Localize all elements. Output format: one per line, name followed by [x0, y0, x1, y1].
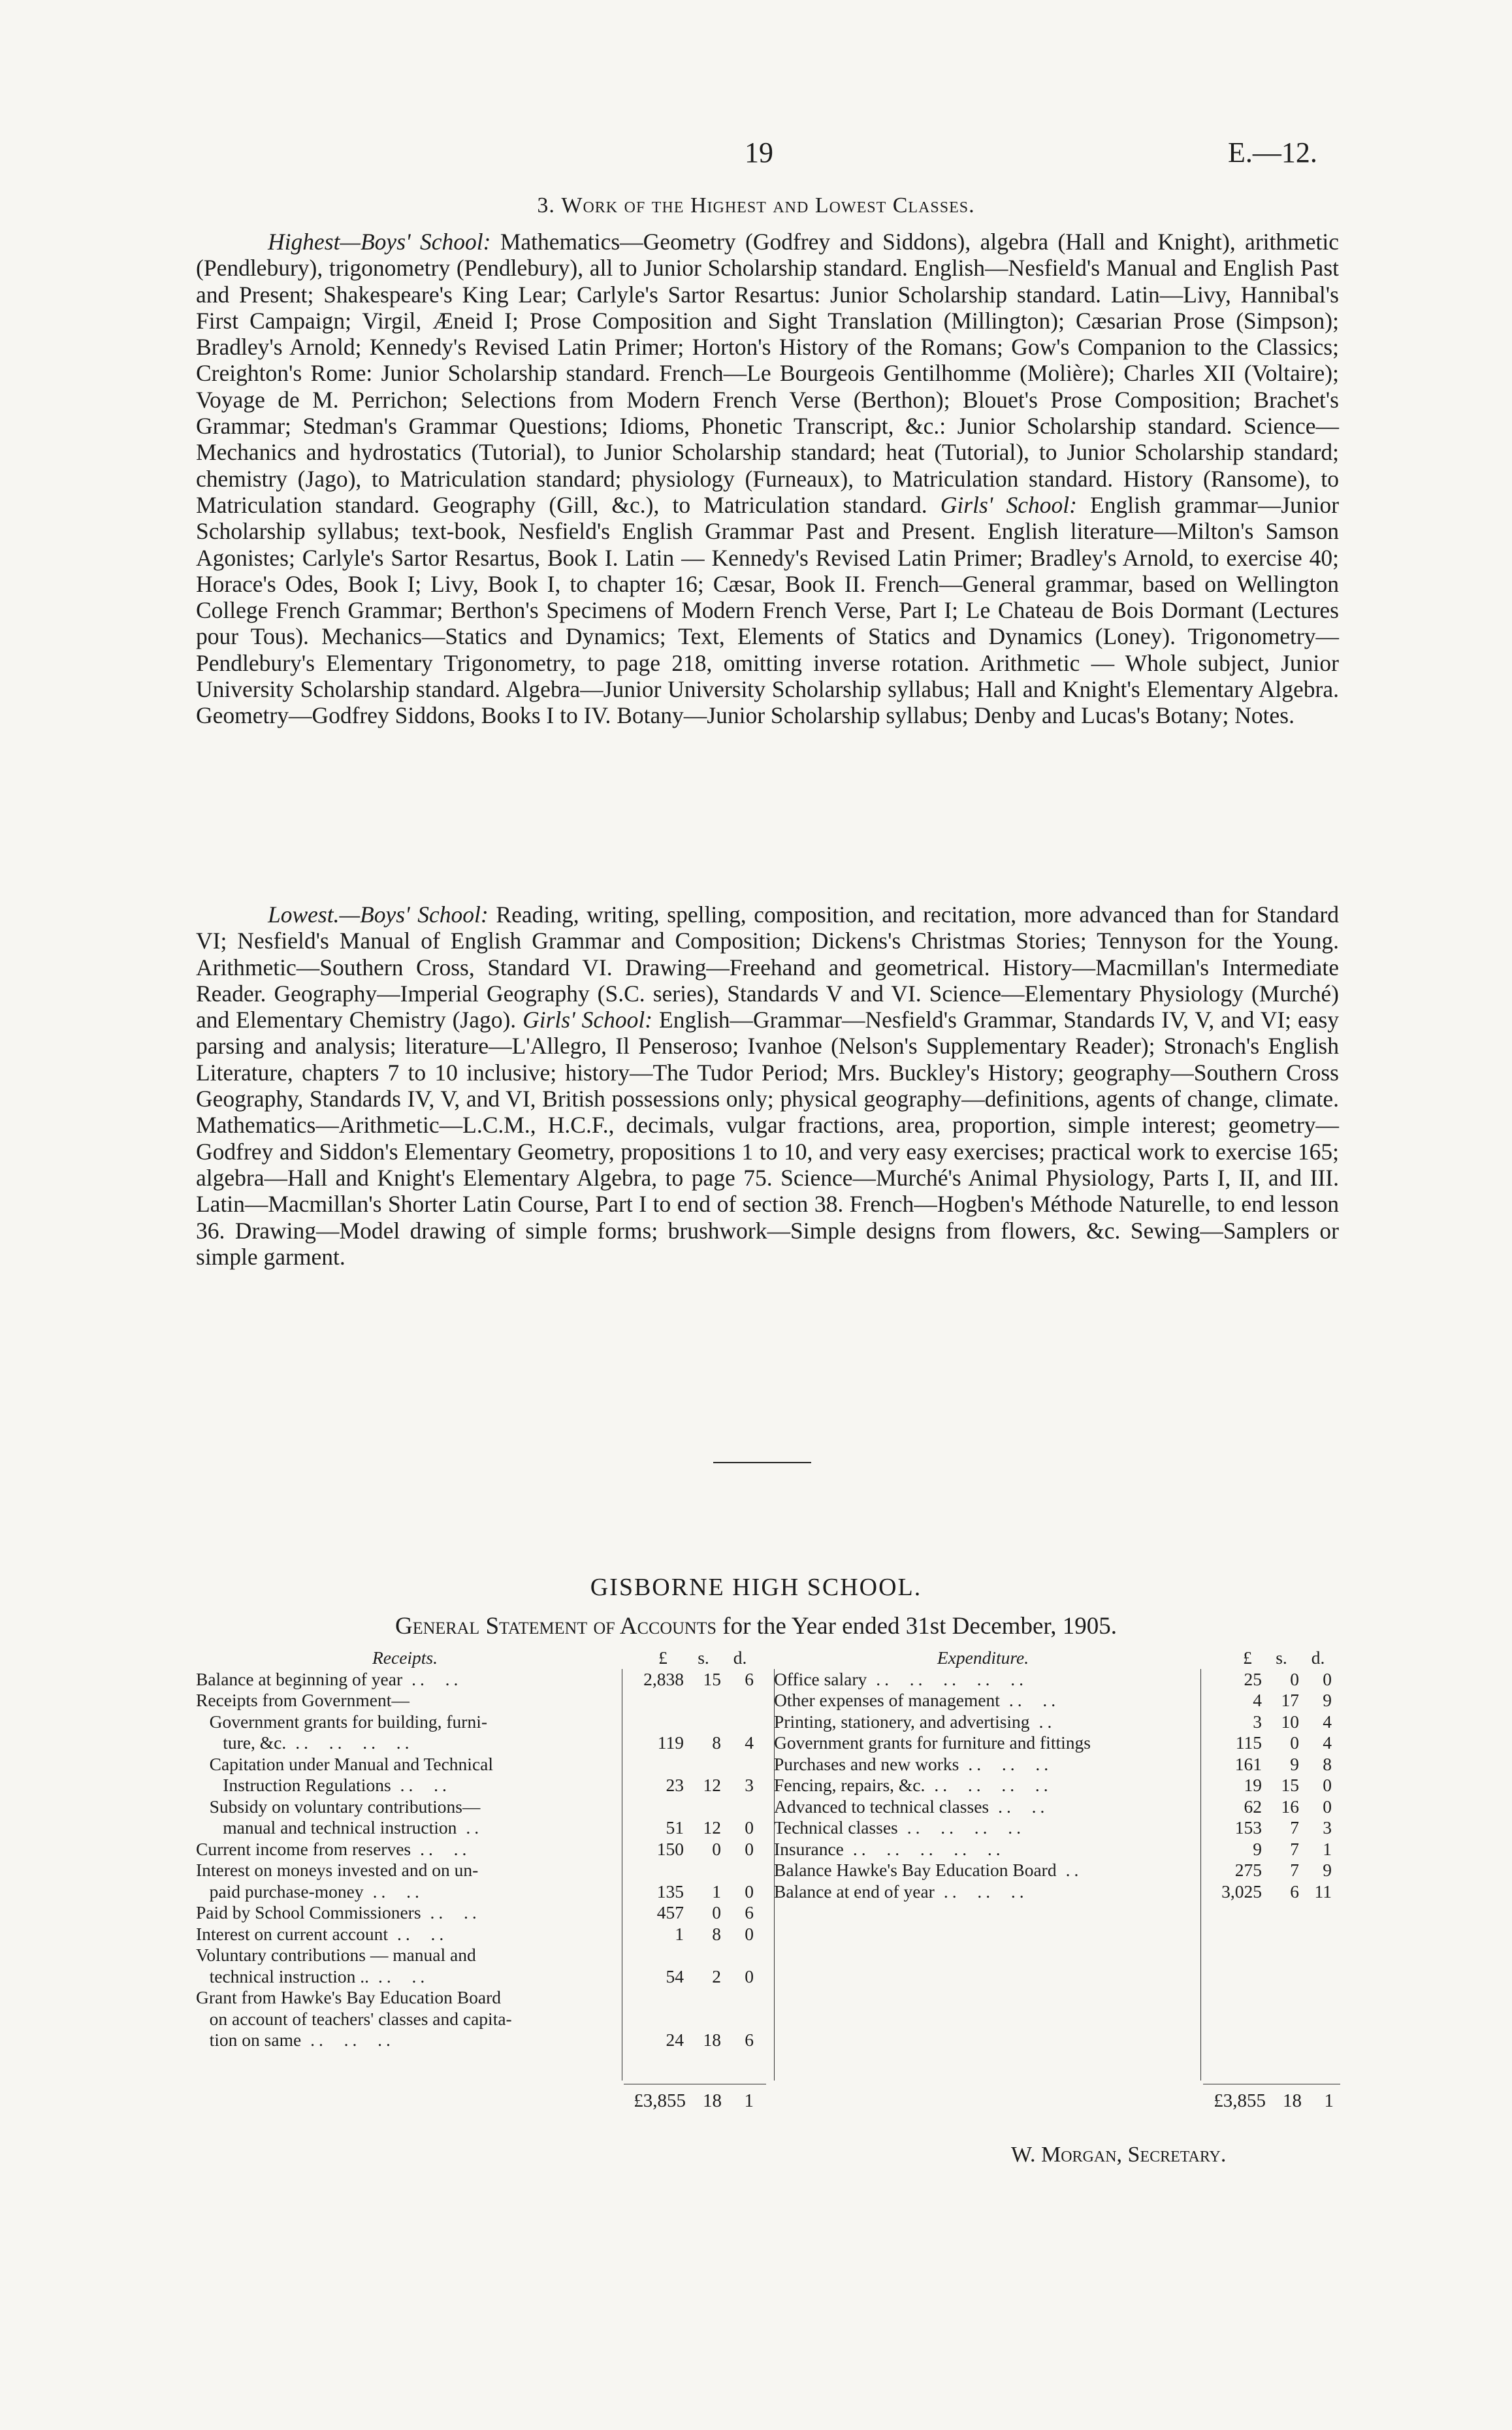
row-pence: 3 — [1323, 1817, 1332, 1838]
row-label — [774, 1860, 1082, 1881]
row-leader-dots: .. .. — [372, 1881, 423, 1902]
row-leader-dots: .. .. .. .. — [295, 1732, 413, 1753]
row-shillings: 10 — [1281, 1711, 1299, 1732]
row-label-text: Balance at beginning of year — [196, 1668, 403, 1689]
row-label-text: ture, &c. — [196, 1732, 287, 1753]
row-pounds: 24 — [666, 2030, 684, 2050]
row-label — [774, 1796, 1048, 1818]
row-label-text: Grant from Hawke's Bay Education Board — [196, 1987, 501, 2007]
receipt-row — [196, 1796, 764, 1818]
lowest-boys-text: Reading, writing, spelling, composition, and recitation, more advanced than for Standard VI; Nesfield's Manual of English Grammar and Composition; Dickens's Christmas Stories; Tennyson for the Young. Arithmetic—Southern Cross, Standard VI. Drawing—Freehand and geometrical. History—Macmillan's Intermediate Reader. Geography—Imperial Geography (S.C. series), Standards V and VI. Science—Elementary Physiology (Murché) and Elementary Chemistry (Jago). — [196, 901, 1339, 1033]
row-leader-dots: .. .. — [400, 1775, 451, 1795]
receipt-row — [196, 1669, 764, 1691]
row-shillings: 0 — [712, 1902, 721, 1922]
row-leader-dots: .. .. — [430, 1902, 481, 1922]
row-leader-dots: .. .. — [396, 1923, 448, 1944]
row-pounds: 161 — [1234, 1753, 1262, 1774]
section-heading — [0, 193, 1512, 218]
row-label-text: Government grants for building, furni- — [196, 1711, 488, 1732]
expenditure-rows — [774, 1669, 1336, 1903]
row-label-text: Fencing, repairs, &c. — [774, 1775, 925, 1795]
highest-boys-lead: Highest—Boys' School: — [268, 229, 491, 255]
row-shillings: 12 — [703, 1817, 721, 1838]
row-label — [774, 1839, 1005, 1860]
receipt-row — [196, 1924, 764, 1945]
highest-girls-text: English grammar—Junior Scholarship syllabus; text-book, Nesfield's English Grammar Past and Present. English literature—Milton's Samson Agonistes; Carlyle's Sartor Resartus, Book I. Latin — Kennedy's Revised Latin Primer; Bradley's Arnold, to exercise 40; Horace's Odes, Book I; Livy, Book I, to chapter 16; Cæsar, Book II. French—General grammar, based on Wellington College French Grammar; Berthon's Specimens of Modern French Verse, Part I; Le Chateau de Bois Dormant (Lectures pour Tous). Mechanics—Statics and Dynamics; Text, Elements of Statics and Dynamics (Loney). Trigonometry—Pendlebury's Elementary Trigonometry, to page 218, omitting inverse rotation. Arithmetic — Whole subject, Junior University Scholarship standard. Algebra—Junior University Scholarship syllabus; Hall and Knight's Elementary Algebra. Geometry—Godfrey Siddons, Books I to IV. Botany—Junior Scholarship syllabus; Denby and Lucas's Botany; Notes. — [196, 491, 1340, 729]
row-pence: 0 — [1323, 1796, 1332, 1817]
row-shillings: 9 — [1290, 1753, 1299, 1774]
row-leader-dots: .. .. — [420, 1838, 471, 1859]
expenditure-total-shillings: 18 — [1283, 2090, 1302, 2111]
row-label-text: manual and technical instruction — [196, 1817, 457, 1838]
row-pounds: 275 — [1234, 1860, 1262, 1880]
highest-classes-paragraph — [196, 229, 1339, 729]
row-shillings: 0 — [1290, 1668, 1299, 1689]
receipt-row — [196, 1987, 764, 2009]
receipt-row — [196, 1817, 764, 1839]
row-label-text: Interest on moneys invested and on un- — [196, 1860, 479, 1880]
row-leader-dots: .. .. .. .. .. — [852, 1838, 1005, 1859]
row-label — [196, 1754, 502, 1775]
row-shillings: 0 — [712, 1838, 721, 1859]
receipts-rows — [196, 1669, 764, 2051]
row-label — [196, 1987, 510, 2009]
row-pounds: 4 — [1253, 1690, 1262, 1710]
receipt-row — [196, 1902, 764, 1924]
expenditure-table — [774, 1647, 1336, 1902]
row-leader-dots: .. — [466, 1817, 483, 1838]
row-label-text: Office salary — [774, 1668, 867, 1689]
section-title: Work of the Highest and Lowest Classes. — [561, 193, 975, 218]
receipt-row — [196, 1754, 764, 1775]
receipts-table — [196, 1647, 764, 2051]
expenditure-amount-rule — [1200, 1669, 1201, 2081]
row-shillings: 15 — [1281, 1775, 1299, 1795]
lowest-girls-text: English—Grammar—Nesfield's Grammar, Standards IV, V, and VI; easy parsing and analysis; literature—L'Allegro, Il Penseroso; Ivanhoe (Nelson's Supplementary Reader); Stronach's English Literature, chapters 7 to 10 inclusive; history—The Tudor Period; Mrs. Buckley's History; geography—Southern Cross Geography, Standards IV, V, and VI, British possessions only; physical geography—definitions, agents of change, climate. Mathematics—Arithmetic—L.C.M., H.C.F., decimals, vulgar fractions, area, proportion, simple interest; geometry—Godfrey and Siddon's Elementary Geometry, propositions 1 to 10, and very easy exercises; practical work to exercise 165; algebra—Hall and Knight's Elementary Algebra, to page 75. Science—Murché's Animal Physiology, Parts I, II, and III. Latin—Macmillan's Shorter Latin Course, Part I to end of section 38. French—Hogben's Méthode Naturelle, to end lesson 36. Drawing—Model drawing of simple forms; brushwork—Simple designs from flowers, &c. Sewing—Samplers or simple garment. — [196, 1007, 1340, 1270]
row-pounds: 3 — [1253, 1711, 1262, 1732]
row-label — [196, 1924, 447, 1945]
row-label-text: Subsidy on voluntary contributions— — [196, 1796, 481, 1817]
expenditure-row — [774, 1796, 1336, 1818]
school-title: GISBORNE HIGH SCHOOL. — [590, 1574, 922, 1601]
receipts-header: Receipts. — [372, 1647, 438, 1668]
row-label — [196, 1945, 485, 1966]
row-pounds: 119 — [657, 1732, 684, 1753]
row-label — [774, 1711, 1055, 1733]
row-label-text: technical instruction .. — [196, 1966, 369, 1986]
row-pence: 9 — [1323, 1860, 1332, 1880]
row-shillings: 0 — [1290, 1732, 1299, 1753]
row-pence: 9 — [1323, 1690, 1332, 1710]
row-pounds: 115 — [1235, 1732, 1262, 1753]
row-pounds: 457 — [656, 1902, 684, 1922]
row-pounds: 2,838 — [643, 1668, 684, 1689]
row-leader-dots: .. — [1038, 1711, 1056, 1732]
highest-girls-lead: Girls' School: — [940, 491, 1077, 518]
statement-title-rest: for the Year ended 31st December, 1905. — [722, 1613, 1117, 1640]
row-pounds: 135 — [656, 1881, 684, 1902]
pounds-header: £ — [1243, 1647, 1252, 1668]
expenditure-row — [774, 1839, 1336, 1860]
row-pounds: 153 — [1234, 1817, 1262, 1838]
row-shillings: 7 — [1290, 1817, 1299, 1838]
row-pence: 6 — [745, 1668, 754, 1689]
expenditure-total-pounds: £3,855 — [1214, 2090, 1266, 2111]
lowest-girls-lead: Girls' School: — [523, 1007, 653, 1033]
statement-title-smallcaps: General Statement of Accounts — [395, 1613, 716, 1640]
row-label-text: tion on same — [196, 2030, 302, 2050]
lowest-classes-paragraph — [196, 901, 1339, 1270]
row-label-text: Other expenses of management — [774, 1690, 1000, 1710]
row-label — [196, 1902, 481, 1924]
row-pence: 11 — [1314, 1881, 1332, 1902]
expenditure-row — [774, 1711, 1336, 1733]
receipt-row — [196, 2030, 764, 2051]
row-label — [196, 2030, 394, 2051]
receipt-row — [196, 1690, 764, 1711]
row-pounds: 3,025 — [1221, 1881, 1262, 1902]
row-leader-dots: .. .. — [411, 1668, 462, 1689]
row-shillings: 15 — [703, 1668, 721, 1689]
row-pence: 6 — [745, 1902, 754, 1922]
row-label — [774, 1732, 1100, 1754]
row-pence: 1 — [1323, 1838, 1332, 1859]
row-leader-dots: .. — [1065, 1860, 1083, 1880]
row-leader-dots: .. .. .. .. — [907, 1817, 1025, 1838]
row-label — [774, 1817, 1025, 1839]
expenditure-row — [774, 1732, 1336, 1754]
row-pence: 0 — [745, 1881, 754, 1902]
expenditure-row — [774, 1775, 1336, 1796]
row-shillings: 2 — [712, 1966, 721, 1986]
expenditure-row — [774, 1860, 1336, 1881]
page-number: 19 — [745, 137, 773, 169]
row-label-text: Government grants for furniture and fittings — [774, 1732, 1091, 1753]
signature: W. Morgan, Secretary. — [1011, 2143, 1227, 2167]
row-shillings: 7 — [1290, 1838, 1299, 1859]
pence-header: d. — [1311, 1647, 1325, 1668]
row-leader-dots: .. .. — [998, 1796, 1049, 1817]
receipts-header-row — [196, 1647, 764, 1669]
row-label-text: on account of teachers' classes and capita- — [196, 2008, 512, 2029]
expenditure-row — [774, 1669, 1336, 1691]
section-divider — [713, 1462, 811, 1463]
row-pounds: 54 — [666, 1966, 684, 1986]
center-column-rule — [774, 1669, 775, 2081]
row-leader-dots: .. .. .. — [968, 1753, 1053, 1774]
shillings-header: s. — [698, 1647, 709, 1668]
row-shillings: 6 — [1290, 1881, 1299, 1902]
row-pence: 0 — [745, 1817, 754, 1838]
row-label — [196, 1711, 496, 1733]
row-shillings: 18 — [703, 2030, 721, 2050]
row-pence: 8 — [1323, 1753, 1332, 1774]
row-pounds: 1 — [675, 1923, 684, 1944]
row-leader-dots: .. .. .. — [310, 2030, 394, 2050]
row-label — [196, 1966, 428, 1988]
row-label-text: Capitation under Manual and Technical — [196, 1753, 493, 1774]
receipts-total-pence: 1 — [744, 2090, 754, 2111]
row-label — [196, 1690, 419, 1711]
expenditure-header: Expenditure. — [937, 1647, 1029, 1668]
row-label — [196, 1669, 462, 1691]
row-label — [774, 1754, 1052, 1775]
row-pence: 4 — [745, 1732, 754, 1753]
receipt-row — [196, 1732, 764, 1754]
row-shillings: 1 — [712, 1881, 721, 1902]
row-label-text: Printing, stationery, and advertising — [774, 1711, 1030, 1732]
row-label-text: Paid by School Commissioners — [196, 1902, 421, 1922]
row-label-text: Current income from reserves — [196, 1838, 411, 1859]
row-label-text: Balance Hawke's Bay Education Board — [774, 1860, 1057, 1880]
row-shillings: 16 — [1281, 1796, 1299, 1817]
row-label-text: paid purchase-money — [196, 1881, 364, 1902]
receipt-row — [196, 1839, 764, 1860]
row-leader-dots: .. .. — [378, 1966, 429, 1986]
row-pounds: 51 — [666, 1817, 684, 1838]
row-pence: 4 — [1323, 1711, 1332, 1732]
row-pounds: 19 — [1244, 1775, 1262, 1795]
expenditure-row — [774, 1881, 1336, 1903]
expenditure-header-row — [774, 1647, 1336, 1669]
row-shillings: 8 — [712, 1732, 721, 1753]
row-pence: 3 — [745, 1775, 754, 1795]
receipt-row — [196, 1711, 764, 1733]
row-leader-dots: .. .. .. — [943, 1881, 1028, 1902]
row-pence: 4 — [1323, 1732, 1332, 1753]
row-label-text: Interest on current account — [196, 1923, 388, 1944]
row-pounds: 9 — [1253, 1838, 1262, 1859]
receipt-row — [196, 1966, 764, 1988]
row-shillings: 7 — [1290, 1860, 1299, 1880]
row-pence: 0 — [745, 1966, 754, 1986]
expenditure-row — [774, 1817, 1336, 1839]
receipt-row — [196, 1945, 764, 1966]
row-leader-dots: .. .. — [1008, 1690, 1060, 1710]
row-pounds: 150 — [656, 1838, 684, 1859]
shillings-header: s. — [1276, 1647, 1287, 1668]
row-label-text: Purchases and new works — [774, 1753, 959, 1774]
row-pence: 0 — [745, 1923, 754, 1944]
receipt-row — [196, 1881, 764, 1903]
expenditure-row — [774, 1754, 1336, 1775]
statement-title — [0, 1612, 1512, 1640]
expenditure-total-pence: 1 — [1324, 2090, 1334, 2111]
row-pounds: 62 — [1244, 1796, 1262, 1817]
receipt-row — [196, 2009, 764, 2030]
row-label-text: Advanced to technical classes — [774, 1796, 989, 1817]
row-label — [774, 1881, 1028, 1903]
pence-header: d. — [733, 1647, 747, 1668]
row-pence: 0 — [1323, 1668, 1332, 1689]
row-shillings: 17 — [1281, 1690, 1299, 1710]
section-number: 3. — [537, 193, 555, 218]
row-shillings: 8 — [712, 1923, 721, 1944]
row-label — [774, 1669, 1027, 1691]
row-leader-dots: .. .. .. .. — [934, 1775, 1052, 1795]
row-label — [196, 1881, 423, 1903]
highest-boys-text: Mathematics—Geometry (Godfrey and Siddons), algebra (Hall and Knight), arithmetic (Pendlebury), trigonometry (Pendlebury), all to Junior Scholarship standard. English—Nesfield's Manual and English Past and Present; Shakespeare's King Lear; Carlyle's Sartor Resartus: Junior Scholarship standard. Latin—Livy, Hannibal's First Campaign; Virgil, Æneid I; Prose Composition and Sight Translation (Millington); Cæsarian Prose (Simpson); Bradley's Arnold; Kennedy's Revised Latin Primer; Horton's History of the Romans; Gow's Companion to the Classics; Creighton's Rome: Junior Scholarship standard. French—Le Bourgeois Gentilhomme (Molière); Charles XII (Voltaire); Voyage de M. Perrichon; Selections from Modern French Verse (Berthon); Blouet's Prose Composition; Brachet's Grammar; Stedman's Grammar Questions; Idioms, Phonetic Transcript, &c.: Junior Scholarship standard. Science—Mechanics and hydrostatics (Tutorial), to Junior Scholarship standard; heat (Tutorial), to Junior Scholarship standard; chemistry (Jago), to Matriculation standard; physiology (Furneaux), to Matriculation standard. History (Ransome), to Matriculation standard. Geography (Gill, &c.), to Matriculation standard. — [196, 229, 1339, 518]
row-label — [774, 1775, 1052, 1796]
row-label-text: Balance at end of year — [774, 1881, 935, 1902]
row-label-text: Instruction Regulations — [196, 1775, 391, 1795]
row-shillings: 12 — [703, 1775, 721, 1795]
row-label — [774, 1690, 1059, 1711]
receipt-row — [196, 1860, 764, 1881]
row-label — [196, 2009, 521, 2030]
receipt-row — [196, 1775, 764, 1796]
row-pence: 6 — [745, 2030, 754, 2050]
row-label-text: Technical classes — [774, 1817, 898, 1838]
row-pence: 0 — [1323, 1775, 1332, 1795]
row-label — [196, 1817, 483, 1839]
document-reference: E.—12. — [1228, 137, 1317, 169]
receipts-total-shillings: 18 — [703, 2090, 722, 2111]
row-pence: 0 — [745, 1838, 754, 1859]
lowest-boys-lead: Lowest.—Boys' School: — [268, 901, 489, 928]
row-label — [196, 1732, 413, 1754]
row-leader-dots: .. .. .. .. .. — [876, 1668, 1028, 1689]
row-label — [196, 1775, 451, 1796]
expenditure-row — [774, 1690, 1336, 1711]
receipts-total-pounds: £3,855 — [634, 2090, 686, 2111]
row-label-text: Insurance — [774, 1838, 844, 1859]
row-label — [196, 1860, 487, 1881]
row-label-text: Voluntary contributions — manual and — [196, 1945, 476, 1965]
row-label — [196, 1839, 470, 1860]
row-label — [196, 1796, 489, 1818]
pounds-header: £ — [658, 1647, 668, 1668]
row-pounds: 23 — [666, 1775, 684, 1795]
row-label-text: Receipts from Government— — [196, 1690, 410, 1710]
row-pounds: 25 — [1244, 1668, 1262, 1689]
